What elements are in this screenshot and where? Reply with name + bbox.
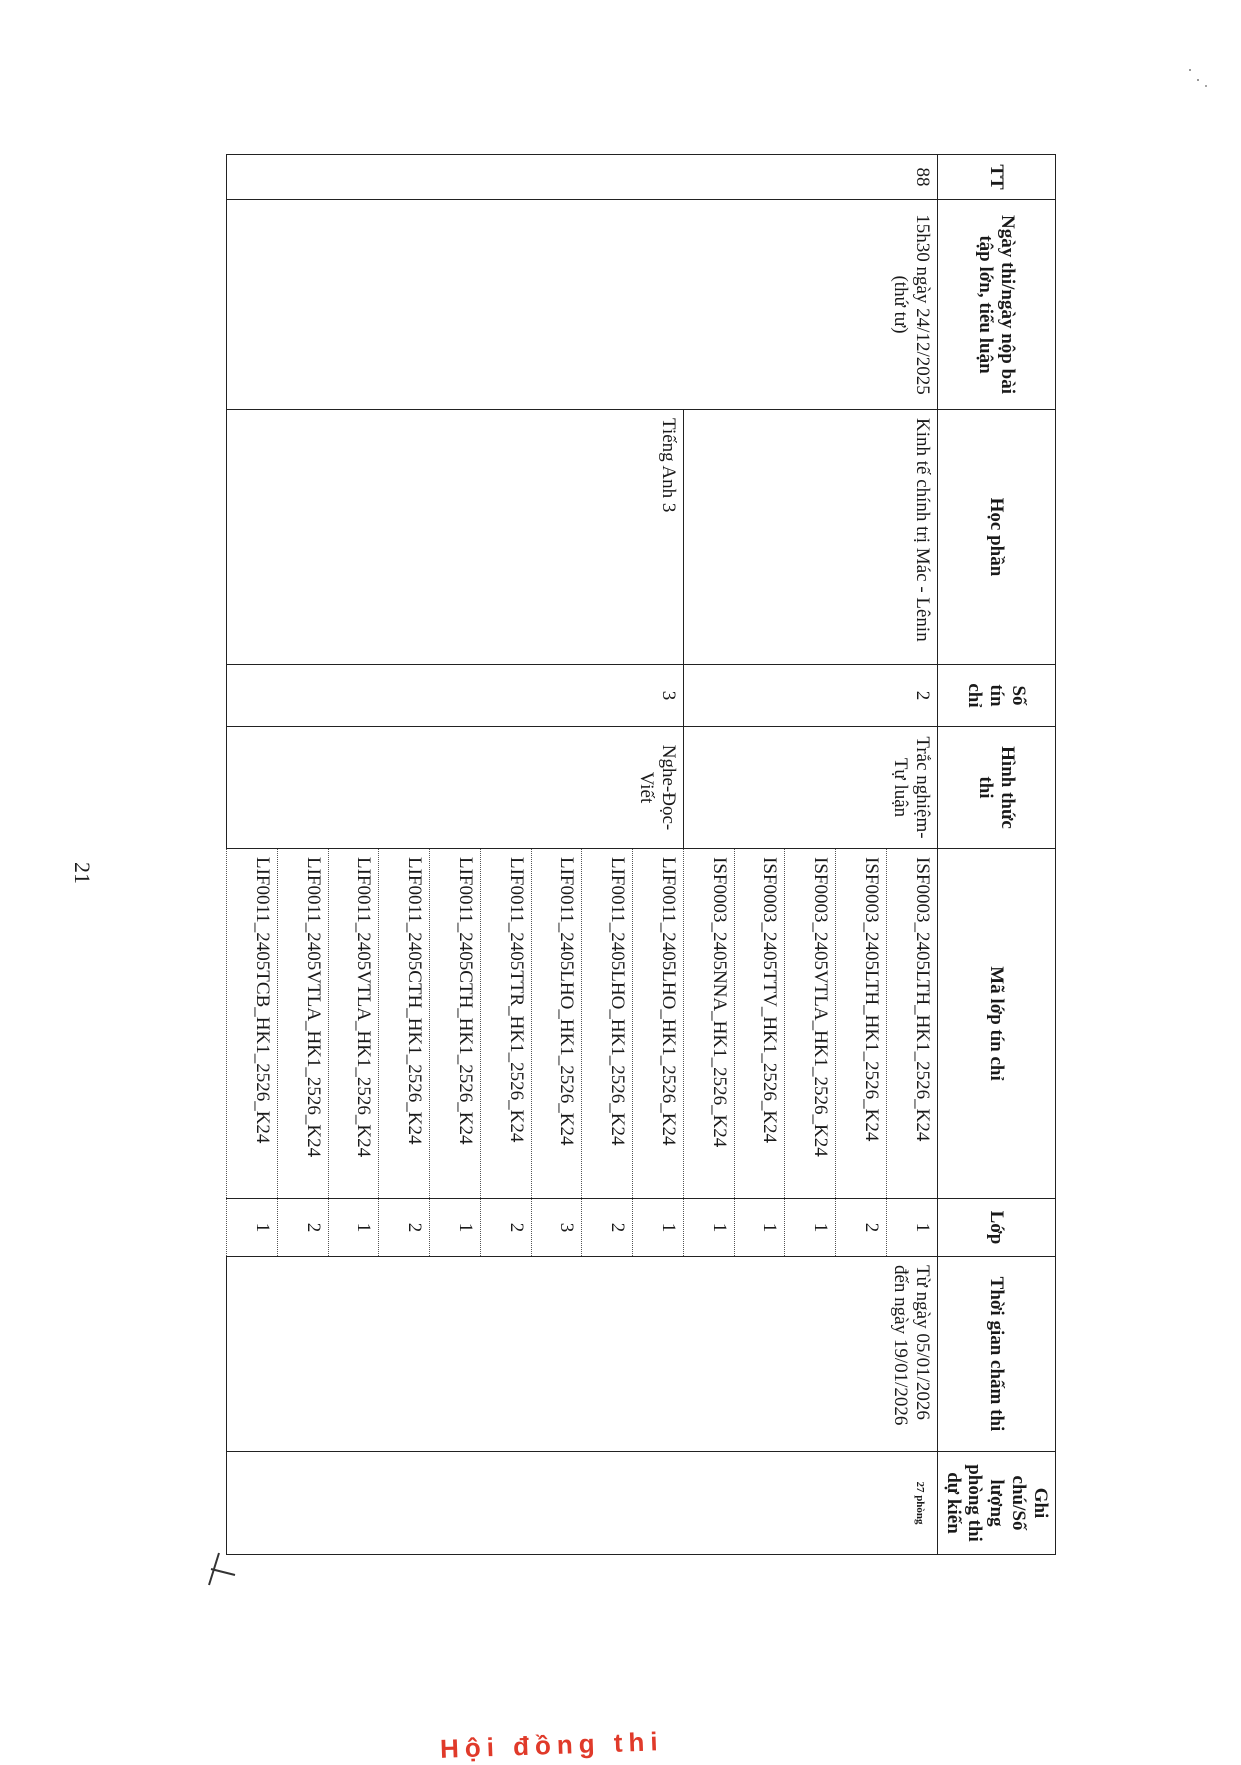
- header-credits: Số tín chỉ: [937, 665, 1055, 727]
- header-grading-time: Thời gian chấm thi: [937, 1257, 1055, 1452]
- class-no-cell: 1: [683, 1199, 734, 1257]
- table-row: [887, 155, 938, 1555]
- scan-specks: [1170, 40, 1210, 120]
- class-code-cell: LIF0011_2405TTR_HK1_2526_K24: [480, 849, 531, 1199]
- class-no-cell: 1: [887, 1199, 938, 1257]
- credits-cell: 3: [227, 665, 684, 727]
- handwritten-signature: [205, 1545, 245, 1590]
- class-no-cell: 3: [531, 1199, 582, 1257]
- header-row: [937, 155, 1055, 1555]
- rotated-table-container: [226, 154, 1056, 1554]
- class-code-cell: ISF0003_2405NNA_HK1_2526_K24: [683, 849, 734, 1199]
- course-name-cell: Kinh tế chính trị Mác - Lênin: [683, 410, 937, 665]
- class-code-cell: LIF0011_2405TCB_HK1_2526_K24: [227, 849, 278, 1199]
- class-no-cell: 2: [582, 1199, 633, 1257]
- exam-schedule-table: [226, 154, 1056, 1555]
- header-class-no: Lớp: [937, 1199, 1055, 1257]
- class-no-cell: 2: [836, 1199, 887, 1257]
- tt-cell: 88: [227, 155, 938, 200]
- class-code-cell: LIF0011_2405LHO_HK1_2526_K24: [582, 849, 633, 1199]
- class-no-cell: 1: [328, 1199, 379, 1257]
- header-note: Ghi chú/Số lượng phòng thi dự kiến: [937, 1452, 1055, 1555]
- credits-cell: 2: [683, 665, 937, 727]
- header-date: Ngày thi/ngày nộp bài tập lớn, tiểu luận: [937, 200, 1055, 410]
- class-no-cell: 1: [734, 1199, 785, 1257]
- class-code-cell: ISF0003_2405LTH_HK1_2526_K24: [887, 849, 938, 1199]
- header-tt: TT: [937, 155, 1055, 200]
- red-stamp: Hội đồng thi: [439, 1726, 665, 1764]
- exam-format-cell: Trắc nghiệm-Tự luận: [683, 727, 937, 849]
- class-no-cell: 1: [227, 1199, 278, 1257]
- class-code-cell: ISF0003_2405LTH_HK1_2526_K24: [836, 849, 887, 1199]
- class-code-cell: LIF0011_2405LHO_HK1_2526_K24: [633, 849, 684, 1199]
- exam-date-cell: 15h30 ngày 24/12/2025 (thứ tư): [227, 200, 938, 410]
- page-number: 21: [70, 862, 95, 884]
- class-code-cell: ISF0003_2405VTLA_HK1_2526_K24: [785, 849, 836, 1199]
- grading-time-cell: Từ ngày 05/01/2026 đến ngày 19/01/2026: [227, 1257, 938, 1452]
- class-code-cell: LIF0011_2405CTH_HK1_2526_K24: [430, 849, 481, 1199]
- class-no-cell: 1: [430, 1199, 481, 1257]
- note-cell: [227, 1452, 938, 1555]
- class-no-cell: 1: [633, 1199, 684, 1257]
- class-code-cell: LIF0011_2405LHO_HK1_2526_K24: [531, 849, 582, 1199]
- class-no-cell: 2: [480, 1199, 531, 1257]
- class-no-cell: 1: [785, 1199, 836, 1257]
- header-course: Học phần: [937, 410, 1055, 665]
- class-code-cell: ISF0003_2405TTV_HK1_2526_K24: [734, 849, 785, 1199]
- class-no-cell: 2: [277, 1199, 328, 1257]
- room-count-note: 27 phòng: [913, 1481, 926, 1525]
- class-code-cell: LIF0011_2405CTH_HK1_2526_K24: [379, 849, 430, 1199]
- course-name-cell: Tiếng Anh 3: [227, 410, 684, 665]
- exam-format-cell: Nghe-Đọc-Viết: [227, 727, 684, 849]
- header-class-code: Mã lớp tín chỉ: [937, 849, 1055, 1199]
- class-no-cell: 2: [379, 1199, 430, 1257]
- class-code-cell: LIF0011_2405VTLA_HK1_2526_K24: [277, 849, 328, 1199]
- header-format: Hình thức thi: [937, 727, 1055, 849]
- class-code-cell: LIF0011_2405VTLA_HK1_2526_K24: [328, 849, 379, 1199]
